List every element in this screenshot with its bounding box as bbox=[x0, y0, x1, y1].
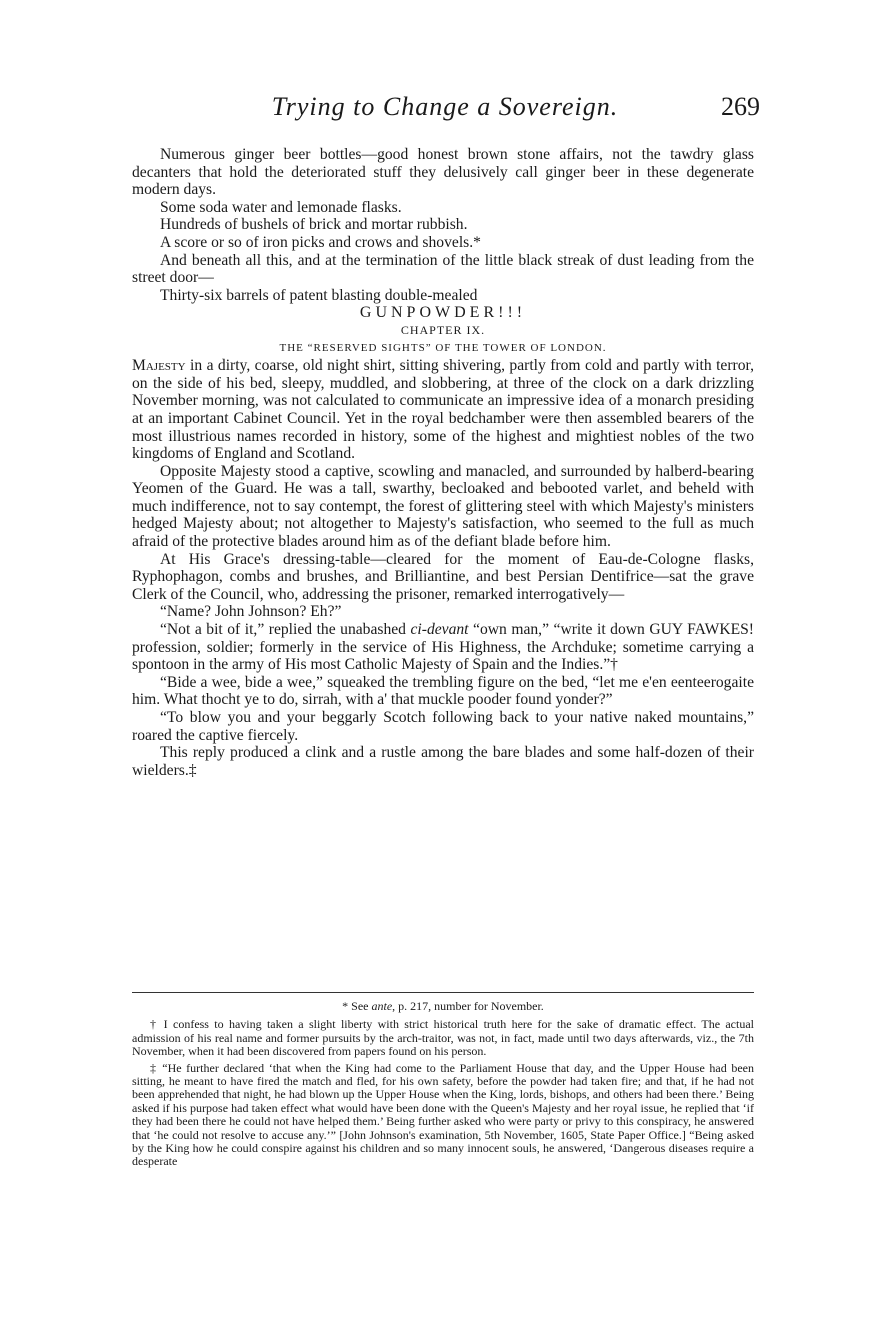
paragraph: A score or so of iron picks and crows and shovels.* bbox=[160, 233, 481, 251]
footnote-text: * See bbox=[342, 999, 372, 1013]
footnote: ‡ “He further declared ‘that when the King had come to the Parliament House that day, and the Upper House had been sitting, he meant to have fired the match and fled, for his own safety, before the powder had taken fire; and that, if he had not been apprehended that night, he had blown up the Upper House when the King, lords, bishops, and others had been there.’ Being asked if his purpose had taken effect what would have been done with the Queen's Majesty and her royal issue, he replied that ‘if they had been there he could not have helped them.’ Being further asked who were party or privy to this conspiracy, he answered that ‘he could not resolve to accuse any.’” [John Johnson's examination, 5th November, 1605, State Paper Office.] “Being asked by the King how he could conspire against his children and so many innocent souls, he answered, ‘Dangerous diseases require a desperate bbox=[132, 1060, 754, 1169]
paragraph: “Bide a wee, bide a wee,” squeaked the trembling figure on the bed, “let me e'en eenteerogaite him. What thocht ye to do, sirrah, with a' that muckle pooder found yonder?” bbox=[132, 673, 754, 709]
paragraph: “To blow you and your beggarly Scotch following back to your native naked mountains,” roared the captive fiercely. bbox=[132, 709, 754, 744]
paragraph-text: in a dirty, coarse, old night shirt, sitting shivering, partly from cold and partly with terror, on the side of his bed, sleepy, muddled, and slobbering, at three of the clock on a dark drizzling November morning, was not calculated to communicate an impressive idea of a monarch presiding at an important Cabinet Council. Yet in the royal bedchamber were then assembled bearers of the most illustrious names recorded in history, some of the highest and mightiest nobles of the two kingdoms of England and Scotland. bbox=[132, 357, 754, 463]
italic-phrase: ante bbox=[371, 999, 393, 1013]
opening-word: Majesty bbox=[132, 357, 186, 375]
paragraph: “Name? John Johnson? Eh?” bbox=[160, 603, 342, 621]
footnotes bbox=[132, 1000, 754, 1172]
footnote bbox=[132, 1000, 754, 1013]
paragraph: And beneath all this, and at the termination of the little black streak of dust leading from the street door— bbox=[132, 251, 754, 287]
chapter-title: THE “RESERVED SIGHTS” OF THE TOWER OF LONDON. bbox=[279, 341, 607, 354]
footnote: † I confess to having taken a slight liberty with strict historical truth here for the sake of dramatic effect. The actual admission of his real name and former pursuits by the arch-traitor, was not, in fact, made until two days afterwards, viz., the 7th November, when it had been discovered from papers found on his person. bbox=[132, 1017, 754, 1059]
paragraph: Some soda water and lemonade flasks. bbox=[160, 198, 402, 216]
paragraph: At His Grace's dressing-table—cleared for the moment of Eau-de-Cologne flasks, Ryphophagon, combs and brushes, and Brilliantine, and best Persian Dentifrice—sat the grave Clerk of the Council, who, addressing the prisoner, remarked interrogatively— bbox=[132, 550, 754, 603]
paragraph: Hundreds of bushels of brick and mortar rubbish. bbox=[160, 216, 468, 234]
paragraph: Thirty-six barrels of patent blasting double-mealed bbox=[160, 286, 478, 304]
footnote-rule bbox=[132, 992, 754, 993]
page-number: 269 bbox=[721, 92, 760, 121]
paragraph: Opposite Majesty stood a captive, scowling and manacled, and surrounded by halberd-bearing Yeomen of the Guard. He was a tall, swarthy, becloaked and bebooted varlet, and beheld with much indifference, not to say contempt, the forest of glittering steel with which Majesty's ministers hedged Majesty about; not altogether to Majesty's satisfaction, who seemed to the full as much afraid of the protective blades around him as of the defiant blade before him. bbox=[132, 462, 754, 551]
paragraph bbox=[132, 357, 754, 463]
paragraph: Numerous ginger beer bottles—good honest brown stone affairs, not the tawdry glass decanters that hold the deteriorated stuff they delusively call ginger beer in these degenerate modern days. bbox=[132, 146, 754, 199]
paragraph bbox=[132, 621, 754, 674]
paragraph-text: “own man,” “write it down GUY FAWKES! profession, soldier; formerly in the service of His Highness, the Archduke; sometime carrying a spontoon in the army of His most Catholic Majesty of Spain and the Indies.”† bbox=[132, 621, 754, 674]
footnote-text: , p. 217, number for November. bbox=[392, 999, 544, 1013]
chapter-number: CHAPTER IX. bbox=[400, 322, 486, 337]
gunpowder-line: GUNPOWDER!!! bbox=[359, 304, 527, 322]
page-header bbox=[130, 92, 760, 132]
italic-phrase: ci-devant bbox=[410, 621, 469, 639]
paragraph-text: “Not a bit of it,” replied the unabashed bbox=[160, 621, 411, 639]
body-text bbox=[132, 146, 754, 779]
paragraph: This reply produced a clink and a rustle among the bare blades and some half-dozen of their wielders.‡ bbox=[132, 744, 754, 779]
running-title: Trying to Change a Sovereign. bbox=[271, 92, 619, 121]
